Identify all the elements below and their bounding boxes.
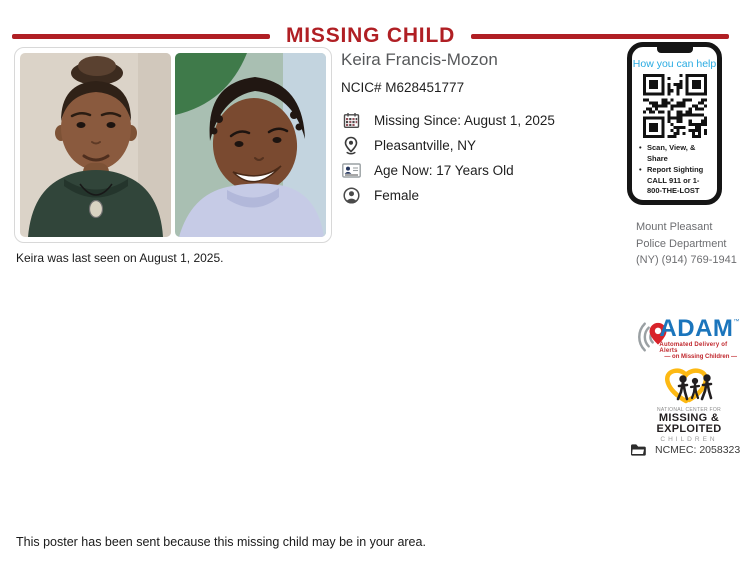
phone-bullet: • Report Sighting CALL 911 or 1-800-THE-LOST: [639, 165, 714, 197]
adam-trademark: ™: [733, 319, 740, 325]
header-rule-right: [471, 34, 729, 39]
child-photo-left: [20, 53, 171, 237]
ncmec-line3: EXPLOITED: [656, 423, 722, 435]
agency-line: Mount Pleasant: [636, 221, 713, 233]
detail-label: Age Now: 17 Years Old: [374, 163, 514, 178]
phone-instructions: [639, 143, 714, 197]
detail-missing-since: [341, 108, 571, 133]
adam-tagline: Automated Delivery of Alerts: [659, 341, 728, 354]
person-icon: [341, 187, 361, 204]
detail-sex: [341, 183, 571, 208]
child-ncic: NCIC# M628451777: [341, 80, 465, 95]
poster-title: MISSING CHILD: [285, 24, 456, 47]
footer-note: This poster has been sent because this missing child may be in your area.: [16, 535, 426, 549]
agency-phone: (NY) (914) 769-1941: [636, 254, 737, 266]
case-number-row: [630, 443, 740, 457]
ncmec-logo: [649, 366, 729, 443]
phone-graphic: [627, 42, 722, 205]
location-pin-icon: [341, 136, 361, 155]
adam-logo: [626, 315, 741, 360]
adam-tagline: — on Missing Children —: [664, 353, 738, 360]
phone-heading: How you can help: [632, 58, 717, 70]
photos-card: [14, 47, 332, 243]
phone-bullet: • Scan, View, & Share: [639, 143, 714, 164]
agency-contact: [636, 219, 737, 269]
poster-header: [12, 24, 729, 48]
adam-wordmark: ADAM: [659, 315, 734, 342]
id-card-icon: [341, 163, 361, 178]
ncmec-case-number: NCMEC: 2058323: [655, 444, 741, 456]
detail-age: [341, 158, 571, 183]
detail-label: Missing Since: August 1, 2025: [374, 113, 555, 128]
qr-code: [643, 74, 707, 138]
ncmec-line2: MISSING &: [658, 412, 720, 424]
detail-label: Female: [374, 188, 420, 203]
phone-notch: [657, 47, 693, 53]
ncmec-line1: NATIONAL CENTER FOR: [656, 407, 722, 413]
header-rule-left: [12, 34, 270, 39]
child-info: [341, 50, 571, 208]
agency-line: Police Department: [636, 237, 727, 250]
child-photo-right: [175, 53, 326, 237]
detail-location: [341, 133, 571, 158]
calendar-icon: [341, 112, 361, 129]
folder-icon: [630, 443, 647, 457]
detail-label: Pleasantville, NY: [374, 138, 477, 153]
ncmec-heart-icon: [656, 366, 722, 406]
child-name: Keira Francis-Mozon: [341, 50, 498, 69]
ncmec-line4: CHILDREN: [660, 436, 718, 443]
photo-caption: Keira was last seen on August 1, 2025.: [16, 251, 224, 265]
